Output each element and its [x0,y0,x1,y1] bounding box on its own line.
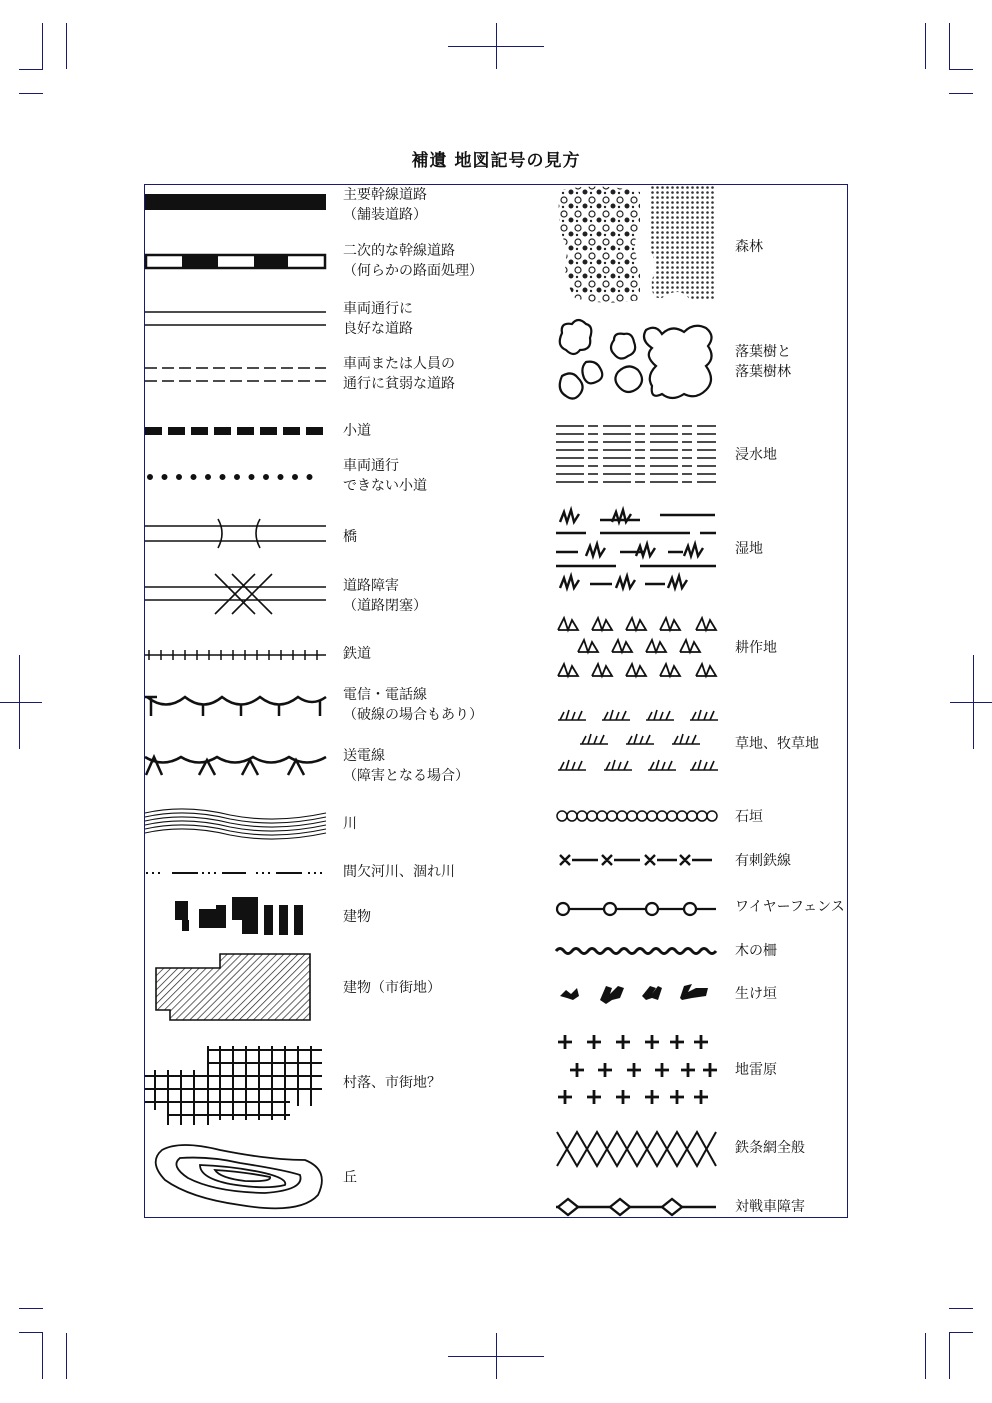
legend-label-railway: 鉄道 [343,646,371,662]
village-symbol [145,1046,322,1125]
road-block-symbol [145,574,326,614]
stone-wall-symbol [557,811,717,821]
legend-label-village: 村落、市街地？ [343,1075,441,1091]
power-line-symbol [145,757,326,775]
secondary-road-symbol [146,255,325,268]
legend-label-trail: 小道 [343,423,371,439]
forest-symbol [559,186,716,303]
legend-label-marsh: 湿地 [735,541,763,557]
wire-entanglement-symbol [557,1132,716,1166]
main-road-symbol [145,194,326,210]
legend-label-footpath: 車両通行 できない小道 [343,458,427,494]
legend-label-deciduous: 落葉樹と 落葉樹林 [735,344,791,380]
barbed-wire-symbol [560,855,712,865]
poor-road-symbol [145,368,326,381]
legend-label-wire-entanglement: 鉄条網全般 [735,1140,805,1156]
railway-symbol [145,650,326,660]
legend-label-poor-road: 車両または人員の 通行に貧弱な道路 [343,356,455,392]
hill-symbol [156,1145,322,1208]
legend-label-hedge: 生け垣 [735,986,777,1002]
wire-fence-symbol [557,903,716,915]
bridge-symbol [145,519,326,548]
legend-label-grassland: 草地、牧草地 [735,736,819,752]
legend-label-cultivated: 耕作地 [735,640,777,656]
hedge-symbol [560,984,708,1004]
legend-label-intermittent-river: 間欠河川、涸れ川 [343,864,455,880]
legend-label-hill: 丘 [343,1170,357,1186]
deciduous-symbol [560,320,712,399]
grassland-symbol [558,710,718,770]
legend-label-buildings: 建物 [343,909,371,925]
legend-label-barbed-wire: 有刺鉄線 [735,853,791,869]
wooden-fence-symbol [556,949,716,954]
legend-label-secondary-road: 二次的な幹線道路 （何らかの路面処理） [343,243,483,279]
legend-label-minefield: 地雷原 [735,1062,777,1078]
cultivated-symbol [558,618,716,676]
urban-building-symbol [156,954,310,1020]
legend-label-anti-tank-obstacle: 対戦車障害 [735,1199,805,1215]
good-road-symbol [145,312,326,325]
legend-label-telephone-line: 電信・電話線 （破線の場合もあり） [343,687,483,723]
legend-label-main-road: 主要幹線道路 （舗装道路） [343,187,427,223]
anti-tank-obstacle-symbol [556,1199,716,1215]
telephone-line-symbol [145,697,326,716]
legend-label-wire-fence: ワイヤーフェンス [735,899,845,915]
page-title: 補遺 地図記号の見方 [411,151,581,171]
legend-label-power-line: 送電線 （障害となる場合） [343,748,469,784]
legend-label-river: 川 [343,816,357,832]
marsh-symbol [556,510,716,588]
legend-label-stone-wall: 石垣 [735,809,763,825]
legend-label-wooden-fence: 木の柵 [735,943,777,959]
legend-label-bridge: 橋 [343,529,357,545]
minefield-symbol [558,1035,717,1104]
legend-label-forest: 森林 [735,239,763,255]
legend-label-urban-building: 建物（市街地） [343,980,441,996]
river-symbol [145,809,326,839]
legend-label-road-block: 道路障害 （道路閉塞） [343,578,427,614]
inundated-symbol [556,426,716,482]
buildings-symbol [175,897,303,935]
legend-label-inundated: 浸水地 [735,447,777,463]
legend-label-good-road: 車両通行に 良好な道路 [343,301,413,337]
